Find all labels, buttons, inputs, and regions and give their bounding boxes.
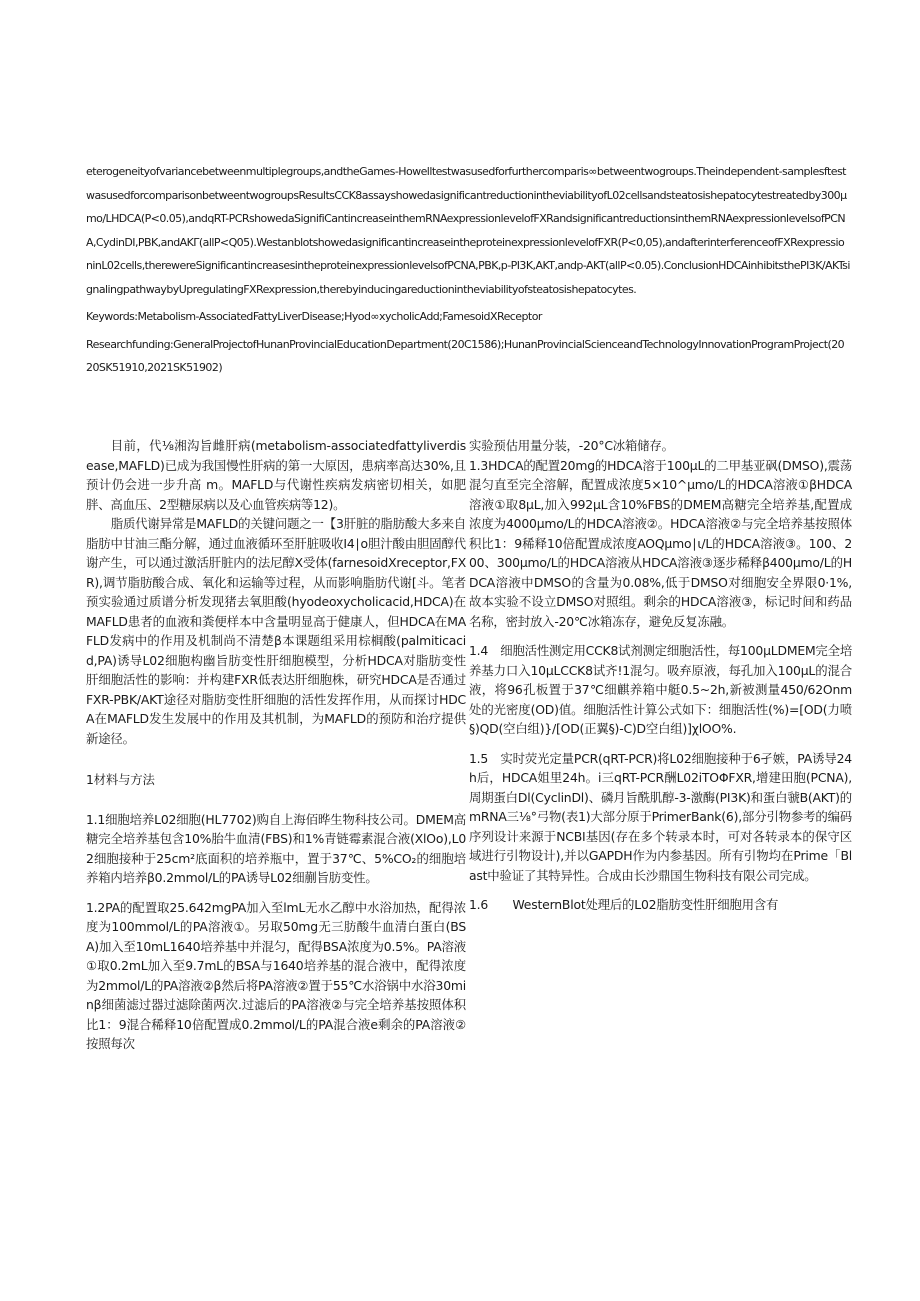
section-1-3: 1.3HDCA的配置20mg的HDCA溶于100μL的二甲基亚砜(DMSO),震荡混匀直至完全溶解，配置成浓度5×10^μmo∕L的HDCA溶液①βHDCA溶液①取8μL,加入992μL含10%FBS的DMEM高糖完全培养基,配置成浓度为4000μmo∕L的HDCA溶液②。HDCA溶液②与完全培养基按照体积比1：9稀释10倍配置成浓度AOQμmo∣ι∕L的HDCA溶液③。100、200、300μmo∕L的HDCA溶液从HDCA溶液③逐步稀释β400μmo∕L的HDCA溶液中DMSO的含量为0.08%,低于DMSO对细胞安全界限0·1%,故本实验不设立DMSO对照组。剩余的HDCA溶液③，标记时间和药品名称，密封放入-20℃冰箱冻存，避免反复冻融。 [469,457,852,629]
section-heading-methods: 1材料与方法 [86,772,155,787]
intro-paragraph-1: 目前，代⅛湘沟旨雌肝病(metabolism-associatedfattyliverdisease,MAFLD)已成为我国慢性肝病的第一大原因，患病率高达30%,且预计仍会进一步升高 m。MAFLD与代谢性疾病发病密切相关，如肥胖、高血压、2型糖尿病以及心血管疾病等12)。 [86,438,466,512]
continued-text: 实验预估用量分装，-20°C冰箱储存。 [469,438,674,453]
intro-paragraph-2: 脂质代谢异常是MAFLD的关键问题之一【3肝脏的脂肪酸大多来自脂肪中甘油三酯分解，通过血液循环至肝脏吸收Ι4∣o胆汁酸由胆固醇代谢产生，可以通过激活肝脏内的法尼醇X受体(farnesoidXreceptor,FXR),调节脂肪酸合成、氧化和运输等过程，从而影响脂肪代谢[斗。笔者预实验通过质谱分析发现猪去氧胆酸(hyodeoxycholicacid,HDCA)在MAFLD患者的血液和粪便样本中含量明显高于健康人，但HDCA在MAFLD发病中的作用及机制尚不清楚β本课题组采用棕榈酸(palmiticacid,PA)诱导L02细胞构幽旨肪变性肝细胞模型，分析HDCA对脂肪变性肝细胞活性的影响：并构建FXR低表达肝细胞株，研究HDCA是否通过FXR-PBK/AKT途径对脂肪变性肝细胞的活性发挥作用，从而探讨HDCA在MAFLD发生发展中的作用及其机制，为MAFLD的预防和治疗提供新途径。 [86,516,466,746]
research-funding: Researchfunding:GeneralProjectofHunanProvincialEducationDepartment(20C1586);HunanProvincialScienceandTechnologyInnovationProgramProject(2020SK51910,2021SK51902) [86,337,845,374]
abstract-body: eterogeneityofvariancebetweenmultiplegroups,andtheGames-Howelltestwasusedforfurthercomparis∞betweentwogroups.Theindependent-samplesftestwasusedforcomparisonbetweentwogroupsResultsCCK8assayshowedasignificantreductionintheviabilityofL02cellsandsteatosishepatocytestreatedby300μmo∕LHDCA(P<0.05),andqRT-PCRshowedaSignifiCantincreaseinthemRNAexpressionlevelofFXRandsignificantreductionsinthemRNAexpressionlevelsofPCNA,CydinDI,PBK,andAKΓ(allP<Q05).WestanblotshowedasignificantincreaseintheproteinexpressionlevelofFXR(P<0,05),andafterinterferenceofFXRexpressioninL02cells,therewereSignificantincreasesintheproteinexpressionlevelsofPCNA,PBK,p-PI3K,AKT,andp-AKT(allP<0.05).ConclusionHDCAinhibitsthePI3K∕AKTsignalingpathwaybyUpregulatingFXRexpression,therebyinducingareductionintheviabilityofsteatosishepatocytes. [86,165,850,296]
section-1-1: 1.1细胞培养L02细胞(HL7702)购自上海佰晔生物科技公司。DMEM高糖完全培养基包含10%胎牛血清(FBS)和1%青链霉素混合液(XlOo),L02细胞接种于25cm²底面积的培养瓶中，置于37℃、5%CO₂的细胞培养箱内培养β0.2mmol/L的PA诱导L02细蒯旨肪变性。 [86,811,466,885]
keywords: Keywords:Metabolism-AssociatedFattyLiverDisease;Hyod∞xycholicAdd;FamesoidXReceptor [86,310,542,323]
section-1-5: 1.5 实时荧光定量PCR(qRT-PCR)将L02细胞接种于6孑嫉，PA诱导24h后，HDCA姐里24h。i三qRT-PCR酬L02iTOΦFXR,增建田胞(PCNA),周期蛋白Dl(CyclinDl)、磷月旨酰肌醇-3-激酶(PI3K)和蛋白虢B(AKT)的mRNA三⅛°弓物(表1)大部分原于PrimerBank(6),部分引物参考的编码序列设计来源于NCBI基因(存在多个转录本时，可对各转录本的保守区域进行引物设计),并以GAPDH作为内参基因。所有引物均在Prime「Blast中验证了其特异性。合成由长沙鼎国生物科技有限公司完成。 [469,750,852,883]
section-1-2: 1.2PA的配置取25.642mgPA加入至lmL无水乙醇中水浴加热，配得浓度为100mmol/L的PA溶液①。另取50mg无三肪酸牛血清白蛋白(BSA)加入至10mL1640培养基中并混匀，配得BSA浓度为0.5%。PA溶液①取0.2mL加入至9.7mL的BSA与1640培养基的混合液中，配得浓度为2mmol/L的PA溶液②β然后将PA溶液②置于55℃水浴锅中水浴30minβ细菌滤过器过滤除菌两次.过滤后的PA溶液②与完全培养基按照体积比1：9混合稀释10倍配置成0.2mmol/L的PA混合液e剩余的PA溶液②按照每次 [86,899,466,1051]
section-1-4: 1.4 细胞活性测定用CCK8试剂测定细胞活性，每100μLDMEM完全培养基力口入10μLCCK8试齐!1混匀。吸弃原液，每孔加入100μL的混合液，将96孔板置于37℃细麒养箱中艇0.5~2h,新被测量450/62Onm处的光密度(OD)值。细胞活性计算公式如下：细胞活性(%)=[OD(力喷§)QD(空白组)}∕[OD(正翼§)-C)D空白组)]χlOO%. [469,643,853,736]
section-1-6: 1.6 WesternBlot处理后的L02脂肪变性肝细胞用含有 [469,897,779,912]
left-column [86,436,466,1054]
english-abstract [86,160,850,380]
right-column [469,436,852,915]
